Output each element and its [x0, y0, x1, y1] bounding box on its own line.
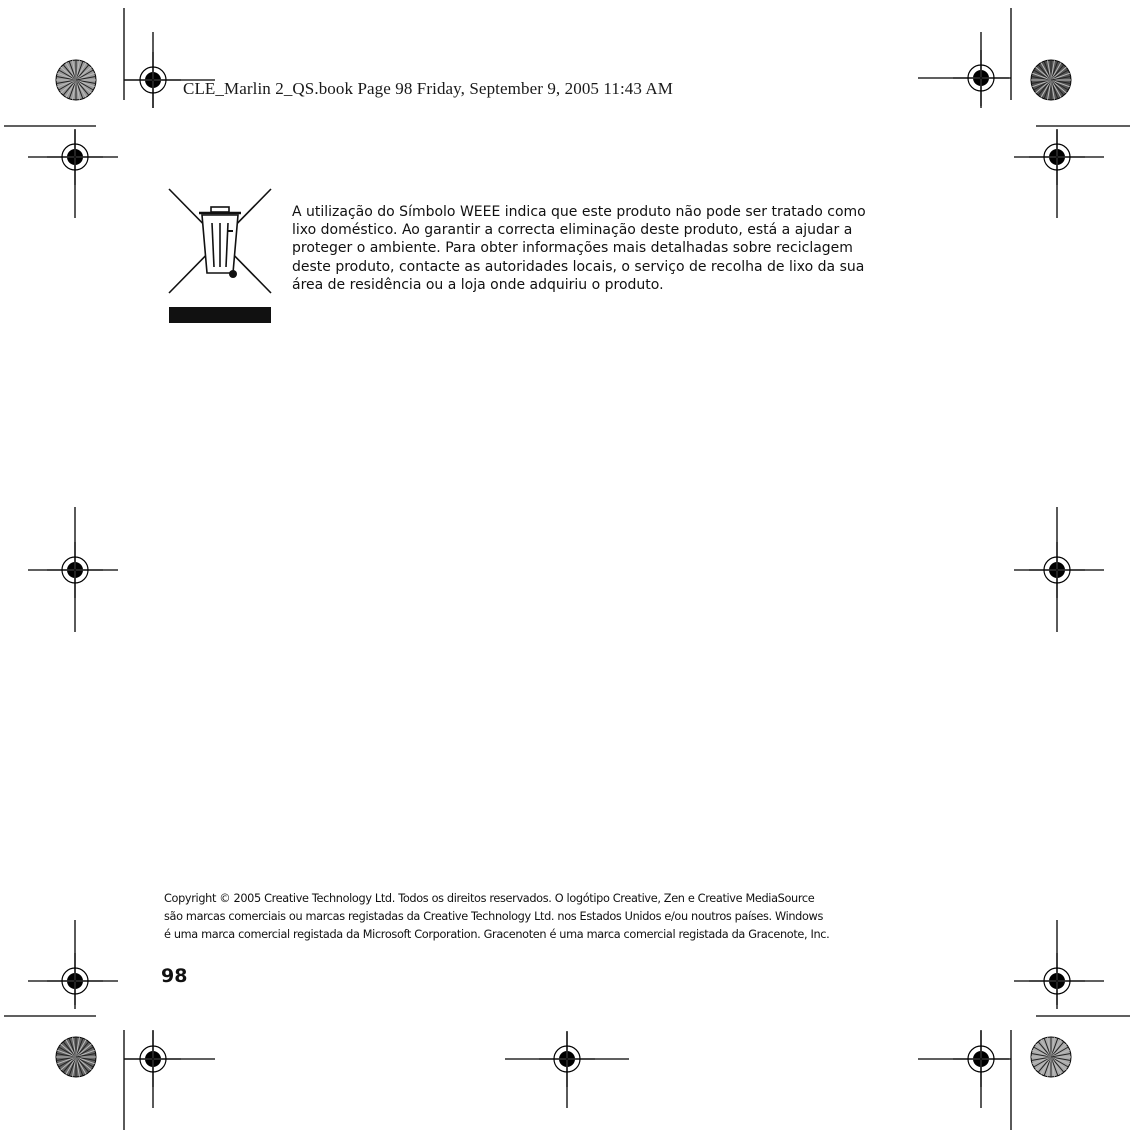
weee-line: proteger o ambiente. Para obter informações mais detalhadas sobre reciclagem [292, 240, 853, 257]
starburst-color-target-icon [1031, 60, 1071, 100]
weee-line: deste produto, contacte as autoridades locais, o serviço de recolha de lixo da sua [292, 258, 865, 275]
copyright-line: é uma marca comercial registada da Microsoft Corporation. Gracenoten é uma marca comercial registada da Gracenote, Inc. [164, 928, 830, 941]
page-number: 98 [161, 965, 188, 987]
weee-line: lixo doméstico. Ao garantir a correcta eliminação deste produto, está a ajudar a [292, 222, 853, 239]
crossed-out-wheelie-bin-icon [167, 187, 273, 325]
weee-notice [292, 203, 932, 294]
starburst-color-target-icon [56, 1037, 96, 1077]
copyright-line: Copyright © 2005 Creative Technology Ltd. Todos os direitos reservados. O logótipo Creative, Zen e Creative MediaSource [164, 892, 815, 905]
weee-line: área de residência ou a loja onde adquiriu o produto. [292, 276, 664, 293]
copyright-notice [164, 890, 954, 944]
copyright-line: são marcas comerciais ou marcas registadas da Creative Technology Ltd. nos Estados Unidos e/ou noutros países. Windows [164, 910, 823, 923]
weee-line: A utilização do Símbolo WEEE indica que este produto não pode ser tratado como [292, 204, 866, 220]
starburst-color-target-icon [56, 60, 96, 100]
starburst-color-target-icon [1031, 1037, 1071, 1077]
file-info-header: CLE_Marlin 2_QS.book Page 98 Friday, September 9, 2005 11:43 AM [183, 79, 673, 98]
